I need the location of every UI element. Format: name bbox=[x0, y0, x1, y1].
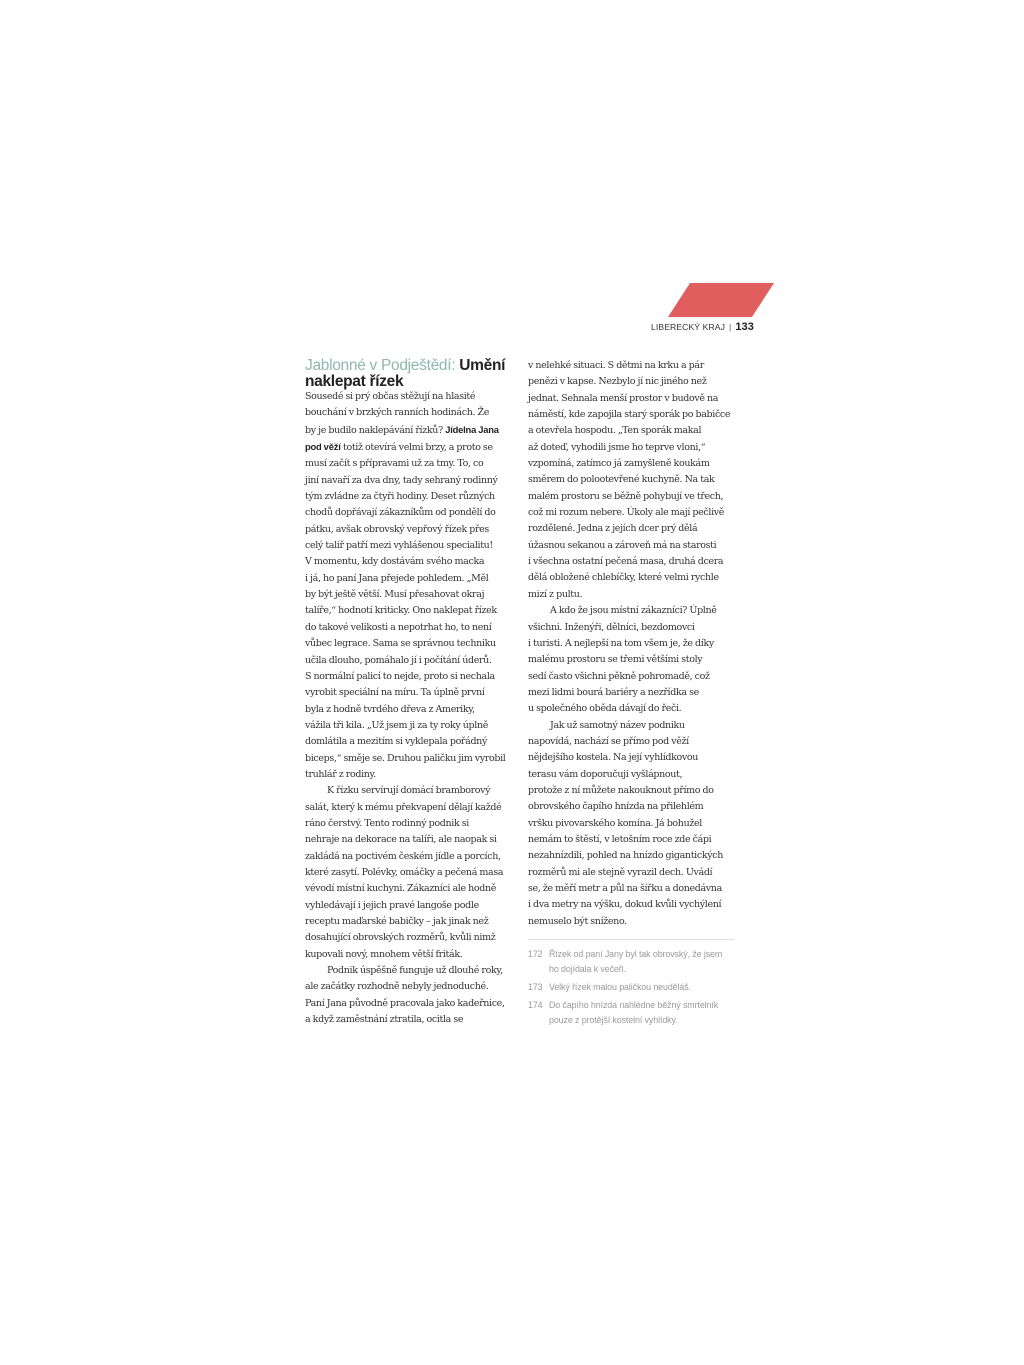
line-text: zakládá na poctivém českém jídle a porcích, bbox=[305, 850, 501, 862]
line-text: musí začít s přípravami už za tmy. To, co bbox=[305, 458, 484, 470]
article-line bbox=[305, 947, 511, 963]
footnote-line: Řízek od paní Jany byl tak obrovský, že jsem bbox=[549, 949, 723, 959]
article-line bbox=[305, 979, 511, 995]
article-line bbox=[528, 701, 734, 717]
article-line bbox=[528, 440, 734, 456]
footnote-text bbox=[549, 998, 748, 1028]
line-text: Jak už samotný název podniku bbox=[550, 719, 685, 731]
article-line bbox=[305, 930, 511, 946]
article-line bbox=[305, 702, 511, 718]
article-line bbox=[528, 897, 734, 913]
line-text: obrovského čapího hnízda na přilehlém bbox=[528, 801, 704, 813]
line-text: pátku, avšak obrovský vepřový řízek přes bbox=[305, 523, 489, 535]
line-text: rozdělené. Jedna z jejích dcer prý dělá bbox=[528, 523, 698, 535]
article-line bbox=[305, 571, 511, 587]
line-text: sedí často všichni pěkně pohromadě, což bbox=[528, 670, 710, 682]
article-line bbox=[305, 832, 511, 848]
right-column bbox=[528, 358, 734, 930]
footnote-line: Do čapího hnízda nahlédne běžný smrtelník bbox=[549, 1000, 719, 1010]
footnote-number: 173 bbox=[528, 982, 543, 992]
line-text: bouchání v brzkých ranních hodinách. Že bbox=[305, 407, 490, 419]
footnote-text bbox=[549, 947, 748, 977]
line-text: penězi v kapse. Nezbylo jí nic jiného než bbox=[528, 376, 707, 388]
line-text: truhlář z rodiny. bbox=[305, 768, 376, 780]
article-line bbox=[528, 538, 734, 554]
line-text: až doteď, vyhodili jsme ho teprve vloni,“ bbox=[528, 441, 706, 453]
line-text: receptu maďarské babičky – jak jinak než bbox=[305, 916, 489, 927]
article-line bbox=[305, 389, 511, 405]
article-line bbox=[528, 865, 734, 881]
line-text: a otevřela hospodu. „Ten sporák makal bbox=[528, 425, 702, 437]
line-text: všichni. Inženýři, dělníci, bezdomovci bbox=[528, 621, 695, 633]
article-line bbox=[305, 669, 511, 685]
line-text: ráno čerstvý. Tento rodinný podnik si bbox=[305, 817, 469, 829]
article-line bbox=[528, 718, 734, 734]
line-text: úžasnou sekanou a zároveň má na starosti bbox=[528, 539, 717, 551]
line-text: K řízku servírují domácí bramborový bbox=[327, 785, 491, 797]
article-line bbox=[528, 816, 734, 832]
line-text: dělá obložené chlebíčky, které velmi rychle bbox=[528, 572, 719, 584]
line-text: což mi rozum nebere. Úkoly ale mají pečlivě bbox=[528, 507, 725, 519]
article-line bbox=[305, 603, 511, 619]
article-line bbox=[528, 505, 734, 521]
line-text: malém prostoru se běžně pohybují ve třech, bbox=[528, 490, 724, 502]
running-head bbox=[620, 321, 754, 333]
line-text: biceps,“ směje se. Druhou paličku jim vyrobil bbox=[305, 752, 506, 764]
line-text: domlátila a mezitím si vyklepala pořádný bbox=[305, 736, 487, 748]
article-line bbox=[305, 1012, 511, 1028]
article-line bbox=[528, 750, 734, 766]
article-line bbox=[528, 456, 734, 472]
line-text: jiní navaří za dva dny, tady sehraný rodinný bbox=[305, 474, 498, 486]
line-text: vršku pivovarského komína. Já bohužel bbox=[528, 817, 702, 829]
article-line bbox=[305, 587, 511, 603]
line-text: nemuselo být sníženo. bbox=[528, 915, 627, 927]
article-line bbox=[305, 996, 511, 1012]
article-line bbox=[305, 653, 511, 669]
footnote-number: 172 bbox=[528, 949, 543, 959]
line-text: rozměrů mi ale stejně vyrazil dech. Uvádí bbox=[528, 866, 713, 878]
line-text: by je budilo naklepávání řízků? bbox=[305, 424, 443, 436]
article-line bbox=[305, 751, 511, 767]
article-title bbox=[305, 358, 511, 389]
line-text: které zasytí. Polévky, omáčky a pečená masa bbox=[305, 866, 504, 878]
article-line bbox=[528, 554, 734, 570]
article-line bbox=[305, 718, 511, 734]
article-line bbox=[305, 422, 511, 439]
article-line bbox=[305, 816, 511, 832]
article-line bbox=[305, 554, 511, 570]
article-line bbox=[305, 963, 511, 979]
article-line bbox=[305, 734, 511, 750]
line-text: mezi lidmi bourá bariéry a nezřídka se bbox=[528, 686, 699, 698]
line-text: nemám to štěstí, v letošním roce zde čápi bbox=[528, 833, 712, 845]
footnote-text bbox=[549, 980, 748, 995]
restaurant-name: pod věží bbox=[305, 441, 341, 453]
line-text: malému prostoru se třemi většími stoly bbox=[528, 654, 703, 666]
article-line bbox=[305, 767, 511, 783]
line-text: V momentu, kdy dostávám svého macka bbox=[305, 556, 485, 568]
line-text: Sousedé si prý občas stěžují na hlasité bbox=[305, 391, 476, 402]
article-line bbox=[528, 472, 734, 488]
right-column-text bbox=[528, 358, 734, 930]
line-text: vůbec legrace. Sama se správnou techniku bbox=[305, 638, 496, 650]
article-line bbox=[305, 865, 511, 881]
article-line bbox=[305, 473, 511, 489]
line-text: ale začátky rozhodně nebyly jednoduché. bbox=[305, 981, 489, 993]
article-line bbox=[528, 848, 734, 864]
chapter-banner-shape bbox=[668, 283, 774, 317]
footnote-line: ho dojídala k večeři. bbox=[549, 964, 626, 974]
article-line bbox=[305, 685, 511, 701]
article-line bbox=[305, 439, 511, 456]
article-line bbox=[528, 521, 734, 537]
article-line bbox=[528, 652, 734, 668]
line-text: tým zvládne za čtyři hodiny. Deset různých bbox=[305, 491, 495, 503]
line-text: protože z ní můžete nakouknout přímo do bbox=[528, 784, 714, 796]
line-text: vyrobit speciální na míru. Ta úplně první bbox=[305, 687, 485, 699]
footnote bbox=[528, 980, 748, 995]
line-text: Paní Jana původně pracovala jako kadeřnice, bbox=[305, 997, 505, 1009]
chapter-banner-fill bbox=[668, 283, 774, 317]
line-text: A kdo že jsou místní zákazníci? Úplně bbox=[550, 605, 717, 617]
article-line bbox=[528, 489, 734, 505]
line-text: dosahující obrovských rozměrů, kvůli nimž bbox=[305, 932, 496, 944]
article-line bbox=[305, 881, 511, 897]
line-text: i všechna ostatní pečená masa, druhá dcera bbox=[528, 556, 724, 568]
article-line bbox=[528, 358, 734, 374]
article-line bbox=[528, 620, 734, 636]
line-text: vážila tři kila. „Už jsem ji za ty roky úplně bbox=[305, 719, 489, 731]
left-column bbox=[305, 358, 511, 1028]
line-text: i já, ho paní Jana přejede pohledem. „Měl bbox=[305, 572, 489, 584]
article-line bbox=[305, 783, 511, 799]
article-line bbox=[305, 505, 511, 521]
footnote bbox=[528, 998, 748, 1028]
article-line bbox=[528, 636, 734, 652]
line-text: celý talíř patří mezi vyhlášenou specialitu! bbox=[305, 540, 493, 552]
line-text: S normální palicí to nejde, proto si nechala bbox=[305, 670, 495, 682]
article-line bbox=[528, 669, 734, 685]
restaurant-name: Jídelna Jana bbox=[445, 423, 499, 435]
line-text: u společného oběda dávají do řeči. bbox=[528, 703, 682, 715]
article-line bbox=[528, 767, 734, 783]
line-text: kupovali nový, mnohem větší friták. bbox=[305, 948, 463, 960]
article-line bbox=[305, 914, 511, 930]
title-line-2: naklepat řízek bbox=[305, 372, 404, 390]
line-text: terasu vám doporučuji vyšlápnout, bbox=[528, 768, 683, 780]
article-line bbox=[528, 423, 734, 439]
article-line bbox=[305, 800, 511, 816]
line-text: směrem do polootevřené kuchyně. Na tak bbox=[528, 474, 715, 486]
line-text: salát, který k mému překvapení dělají každé bbox=[305, 801, 502, 813]
article-line bbox=[528, 734, 734, 750]
line-text: vyhledávají i jejich pravé langoše podle bbox=[305, 899, 479, 911]
line-text: do takové velikosti a nepotrhat ho, to není bbox=[305, 621, 492, 633]
article-line bbox=[305, 522, 511, 538]
title-place: Jablonné v Podještědí: bbox=[305, 357, 456, 374]
article-line bbox=[528, 603, 734, 619]
article-line bbox=[528, 783, 734, 799]
line-text: by být ještě větší. Musí přesahovat okraj bbox=[305, 589, 485, 601]
article-line bbox=[305, 538, 511, 554]
article-line bbox=[528, 391, 734, 407]
line-text: napovídá, nachází se přímo pod věží bbox=[528, 735, 689, 747]
line-text: nějdejšího kostela. Na její vyhlídkovou bbox=[528, 752, 699, 764]
line-text: Podnik úspěšně funguje už dlouhé roky, bbox=[327, 965, 503, 977]
line-text: a když zaměstnání ztratila, ocitla se bbox=[305, 1014, 464, 1026]
article-line bbox=[528, 407, 734, 423]
article-line bbox=[528, 832, 734, 848]
line-text: vévodí místní kuchyni. Zákazníci ale hodně bbox=[305, 883, 497, 895]
line-text: nezahnízdili, pohled na hnízdo gigantických bbox=[528, 850, 723, 862]
line-text: náměstí, kde zapojila starý sporák po babičce bbox=[528, 409, 731, 421]
article-line bbox=[528, 570, 734, 586]
line-text: se, že měří metr a půl na šířku a donedávna bbox=[528, 883, 722, 894]
footnote-number: 174 bbox=[528, 1000, 543, 1010]
line-text: i turisti. A nejlepší na tom všem je, že díky bbox=[528, 637, 714, 649]
line-text: vzpomíná, zatímco já zamyšleně koukám bbox=[528, 458, 710, 470]
article-line bbox=[528, 799, 734, 815]
line-text: totiž otevírá velmi brzy, a proto se bbox=[340, 442, 493, 454]
title-line-1: Umění bbox=[459, 357, 506, 374]
article-line bbox=[528, 374, 734, 390]
line-text: chodů dopřávají zákazníkům od pondělí do bbox=[305, 507, 496, 519]
line-text: učila dlouho, pomáhalo jí i počítání úderů. bbox=[305, 654, 492, 666]
article-line bbox=[528, 881, 734, 897]
footnote-divider bbox=[528, 939, 734, 940]
article-line bbox=[528, 685, 734, 701]
article-line bbox=[528, 587, 734, 603]
article-line bbox=[305, 898, 511, 914]
left-column-text bbox=[305, 389, 511, 1028]
line-text: byla z hodně tvrdého dřeva z Ameriky, bbox=[305, 703, 475, 715]
line-text: mizí z pultu. bbox=[528, 588, 583, 600]
footnote-line: Velký řízek malou paličkou neuděláš. bbox=[549, 982, 691, 992]
article-line bbox=[528, 914, 734, 930]
page-number: 133 bbox=[735, 321, 754, 333]
line-text: talíře,“ hodnotí kriticky. Ono naklepat řízek bbox=[305, 605, 497, 617]
running-head-separator: | bbox=[729, 322, 732, 332]
line-text: jednat. Sehnala menší prostor v budově na bbox=[528, 392, 719, 404]
footnote-line: pouze z protější kostelní vyhlídky. bbox=[549, 1015, 678, 1025]
article-line bbox=[305, 636, 511, 652]
article-line bbox=[305, 405, 511, 421]
footnote bbox=[528, 947, 748, 977]
article-line bbox=[305, 456, 511, 472]
line-text: v nelehké situaci. S dětmi na krku a pár bbox=[528, 360, 704, 371]
article-line bbox=[305, 849, 511, 865]
article-line bbox=[305, 620, 511, 636]
article-line bbox=[305, 489, 511, 505]
section-label: LIBERECKÝ KRAJ bbox=[651, 322, 725, 332]
line-text: i dva metry na výšku, dokud kvůli vychýlení bbox=[528, 899, 722, 911]
footnotes bbox=[528, 947, 748, 1031]
line-text: nehraje na dekorace na talíři, ale naopak si bbox=[305, 834, 497, 846]
